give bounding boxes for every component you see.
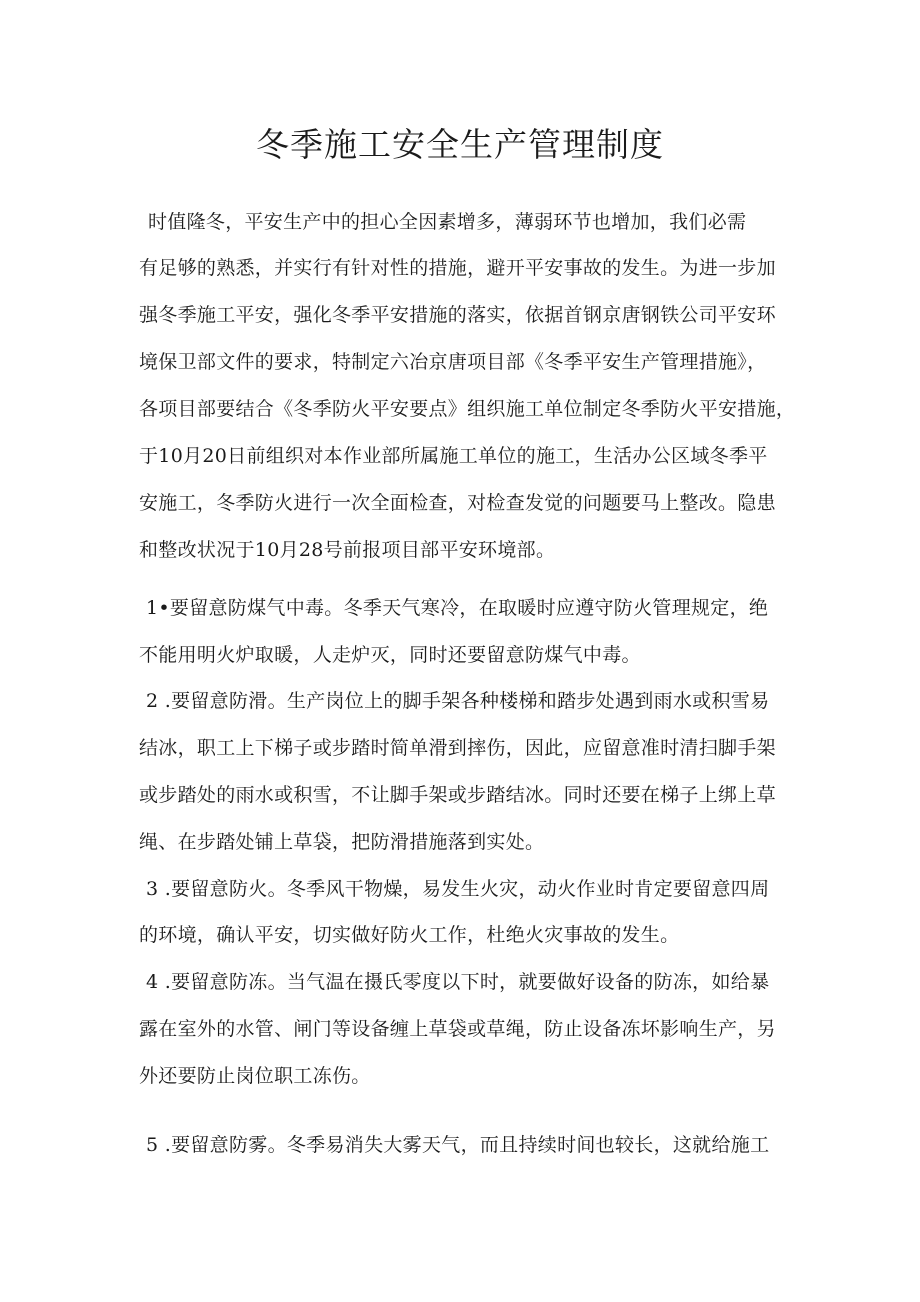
list-item-line: 3 .要留意防火。冬季风干物燥，易发生火灾，动火作业时肯定要留意四周	[146, 878, 770, 900]
paragraph-line: 安施工，冬季防火进行一次全面检查，对检查发觉的问题要马上整改。隐患	[139, 492, 776, 514]
list-item-line: 1•要留意防煤气中毒。冬季天气寒冷，在取暖时应遵守防火管理规定，绝	[146, 597, 769, 619]
list-item-line: 5 .要留意防雾。冬季易消失大雾天气，而且持续时间也较长，这就给施工	[146, 1134, 770, 1156]
paragraph-line: 和整改状况于10月28号前报项目部平安环境部。	[139, 539, 556, 561]
list-item-line: 外还要防止岗位职工冻伤。	[139, 1065, 371, 1087]
list-item-line: 2 .要留意防滑。生产岗位上的脚手架各种楼梯和踏步处遇到雨水或积雪易	[146, 690, 770, 712]
list-item-line: 绳、在步踏处铺上草袋，把防滑措施落到实处。	[139, 831, 545, 853]
list-item-line: 露在室外的水管、闸门等设备缠上草袋或草绳，防止设备冻坏影响生产，另	[139, 1018, 776, 1040]
paragraph-line: 有足够的熟悉，并实行有针对性的措施，避开平安事故的发生。为进一步加	[139, 257, 776, 279]
paragraph-line: 各项目部要结合《冬季防火平安要点》组织施工单位制定冬季防火平安措施，	[139, 398, 796, 420]
paragraph-line: 强冬季施工平安，强化冬季平安措施的落实，依据首钢京唐钢铁公司平安环	[139, 304, 776, 326]
document-title: 冬季施工安全生产管理制度	[256, 125, 664, 164]
list-item-line: 或步踏处的雨水或积雪，不让脚手架或步踏结冰。同时还要在梯子上绑上草	[139, 784, 776, 806]
list-item-line: 的环境，确认平安，切实做好防火工作，杜绝火灾事故的发生。	[139, 924, 680, 946]
list-item-line: 结冰，职工上下梯子或步踏时简单滑到摔伤，因此，应留意准时清扫脚手架	[139, 737, 776, 759]
list-item-line: 不能用明火炉取暖，人走炉灭，同时还要留意防煤气中毒。	[139, 644, 641, 666]
paragraph-line: 时值隆冬，平安生产中的担心全因素增多，薄弱环节也增加，我们必需	[148, 211, 747, 233]
paragraph-line: 境保卫部文件的要求，特制定六冶京唐项目部《冬季平安生产管理措施》，	[139, 351, 767, 373]
paragraph-line: 于10月20日前组织对本作业部所属施工单位的施工，生活办公区域冬季平	[139, 445, 768, 467]
list-item-line: 4 .要留意防冻。当气温在摄氏零度以下时，就要做好设备的防冻，如给暴	[146, 971, 770, 993]
